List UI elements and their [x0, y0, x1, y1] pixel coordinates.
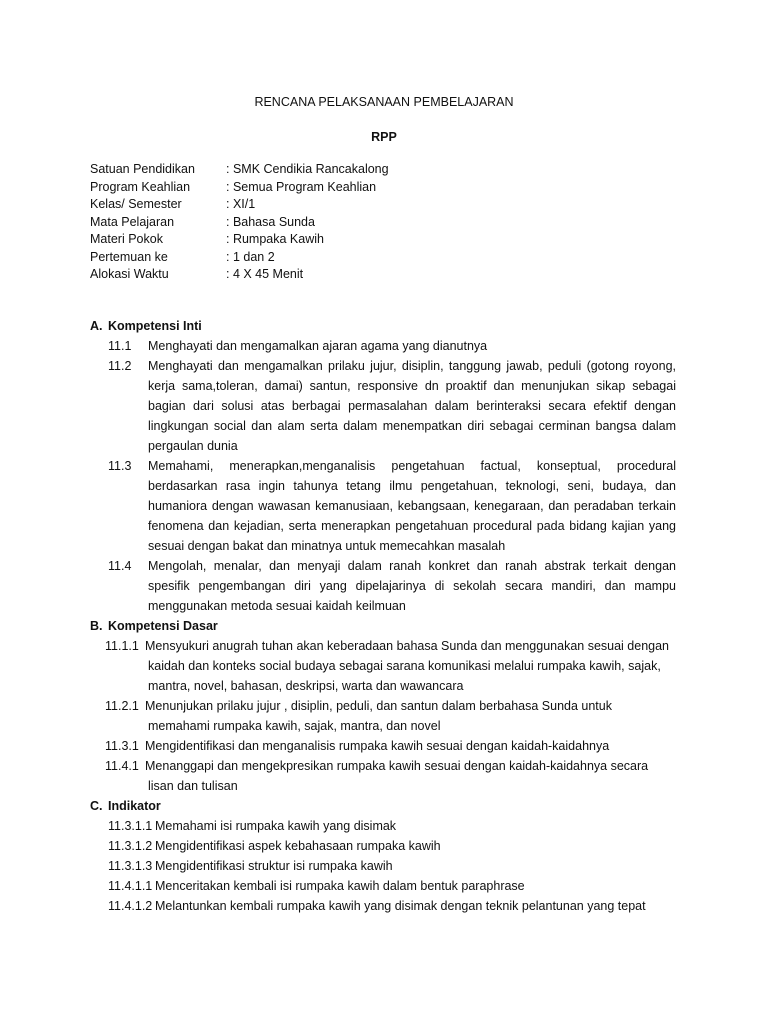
info-label: Mata Pelajaran — [90, 214, 175, 229]
list-item — [90, 356, 676, 456]
item-number: 11.3.1.2 — [108, 839, 153, 853]
info-value: : Semua Program Keahlian — [226, 179, 377, 194]
list-item — [90, 896, 676, 916]
list-item — [90, 836, 676, 856]
item-number: 11.4 — [108, 559, 132, 573]
section-title: Indikator — [108, 799, 161, 813]
item-number: 11.2.1 — [105, 699, 139, 713]
list-item — [90, 336, 676, 356]
item-number: 11.1.1 — [105, 639, 139, 653]
info-label: Alokasi Waktu — [90, 267, 169, 281]
list-item — [90, 696, 676, 736]
section-letter: B. — [90, 619, 103, 633]
info-value: : SMK Cendikia Rancakalong — [226, 162, 389, 176]
item-text: Menghayati dan mengamalkan ajaran agama yang dianutnya — [148, 339, 488, 353]
item-text: Menanggapi dan mengekpresikan rumpaka kawih sesuai dengan kaidah-kaidahnya secara lisan dan tulisan — [145, 759, 649, 793]
item-text: Mengidentifikasi struktur isi rumpaka kawih — [155, 859, 393, 873]
item-text: Memahami, menerapkan,menganalisis pengetahuan factual, konseptual, procedural berdasarkan rasa ingin tahunya tetang ilmu pengetahuan, teknologi, seni, budaya, dan humaniora dengan wawasan kemanusiaan, kebangsaan, kenegaraan, dan peradaban terkain fenomena dan kejadian, serta menerapkan pengetahuan procedural pada bidang kajian yang sesuai dengan bakat dan minatnya untuk memecahkan masalah — [148, 459, 676, 553]
info-value: : 1 dan 2 — [226, 249, 275, 264]
document-body — [90, 316, 676, 916]
info-row — [90, 179, 690, 197]
item-text: Menceritakan kembali isi rumpaka kawih dalam bentuk paraphrase — [155, 879, 525, 893]
identity-table — [90, 161, 690, 284]
item-number: 11.1 — [108, 339, 132, 353]
item-number: 11.3 — [108, 459, 132, 473]
item-text: Mengidentifikasi aspek kebahasaan rumpaka kawih — [155, 839, 441, 853]
list-item — [90, 556, 676, 616]
item-number: 11.3.1.1 — [108, 819, 153, 833]
item-text: Mengidentifikasi dan menganalisis rumpaka kawih sesuai dengan kaidah-kaidahnya — [145, 739, 610, 753]
info-value: : Rumpaka Kawih — [226, 232, 324, 246]
document-title: RENCANA PELAKSANAAN PEMBELAJARAN — [254, 95, 514, 109]
item-number: 11.3.1.3 — [108, 859, 153, 873]
item-text: Mengolah, menalar, dan menyaji dalam ranah konkret dan ranah abstrak terkait dengan spesifik pengembangan diri yang dipelajarinya di sekolah secara mandiri, dan mampu menggunakan metoda sesuai kaidah keilmuan — [148, 559, 676, 613]
info-row — [90, 161, 690, 179]
item-number: 11.3.1 — [105, 739, 139, 753]
list-item — [90, 856, 676, 876]
section-letter: C. — [90, 799, 103, 813]
item-number: 11.2 — [108, 359, 132, 373]
info-row — [90, 231, 690, 249]
info-row — [90, 249, 690, 267]
list-item — [90, 756, 676, 796]
info-row — [90, 196, 690, 214]
info-value: : 4 X 45 Menit — [226, 267, 304, 281]
section-title: Kompetensi Dasar — [108, 619, 218, 633]
section-title: Kompetensi Inti — [108, 319, 202, 333]
info-label: Pertemuan ke — [90, 249, 168, 264]
info-label: Materi Pokok — [90, 232, 163, 246]
item-text: Memahami isi rumpaka kawih yang disimak — [155, 819, 397, 833]
list-item — [90, 636, 676, 696]
info-value: : XI/1 — [226, 197, 256, 211]
info-row — [90, 266, 690, 284]
section-heading-kompetensi-dasar — [90, 616, 676, 636]
info-row — [90, 214, 690, 232]
info-label: Satuan Pendidikan — [90, 162, 195, 176]
list-item — [90, 456, 676, 556]
info-value: : Bahasa Sunda — [226, 214, 315, 229]
section-letter: A. — [90, 319, 103, 333]
item-number: 11.4.1.2 — [108, 899, 153, 913]
item-text: Mensyukuri anugrah tuhan akan keberadaan bahasa Sunda dan menggunakan sesuai dengan kaidah dan konteks social budaya sebagai sarana komunikasi melalui rumpaka kawih, sajak, mantra, novel, bahasan, deskripsi, warta dan wawancara — [145, 639, 670, 693]
item-text: Menunjukan prilaku jujur , disiplin, peduli, dan santun dalam berbahasa Sunda untuk memahami rumpaka kawih, sajak, mantra, dan novel — [145, 699, 612, 733]
section-heading-kompetensi-inti — [90, 316, 676, 336]
list-item — [90, 876, 676, 896]
info-label: Program Keahlian — [90, 179, 191, 194]
info-label: Kelas/ Semester — [90, 197, 182, 211]
item-number: 11.4.1 — [105, 759, 139, 773]
list-item — [90, 736, 676, 756]
item-text: Menghayati dan mengamalkan prilaku jujur, disiplin, tanggung jawab, peduli (gotong royong, kerja sama,toleran, damai) santun, responsive dn proaktif dan menunjukan sikap sebagai bagian dari solusi atas berbagai permasalahan dalam berinteraksi secara efektif dengan lingkungan social dan alam serta dalam menempatkan diri sebagai cerminan bangsa dalam pergaulan dunia — [148, 359, 676, 453]
item-text: Melantunkan kembali rumpaka kawih yang disimak dengan teknik pelantunan yang tepat — [155, 899, 646, 913]
item-number: 11.4.1.1 — [108, 879, 153, 893]
document-subtitle: RPP — [371, 130, 397, 144]
list-item — [90, 816, 676, 836]
section-heading-indikator — [90, 796, 676, 816]
